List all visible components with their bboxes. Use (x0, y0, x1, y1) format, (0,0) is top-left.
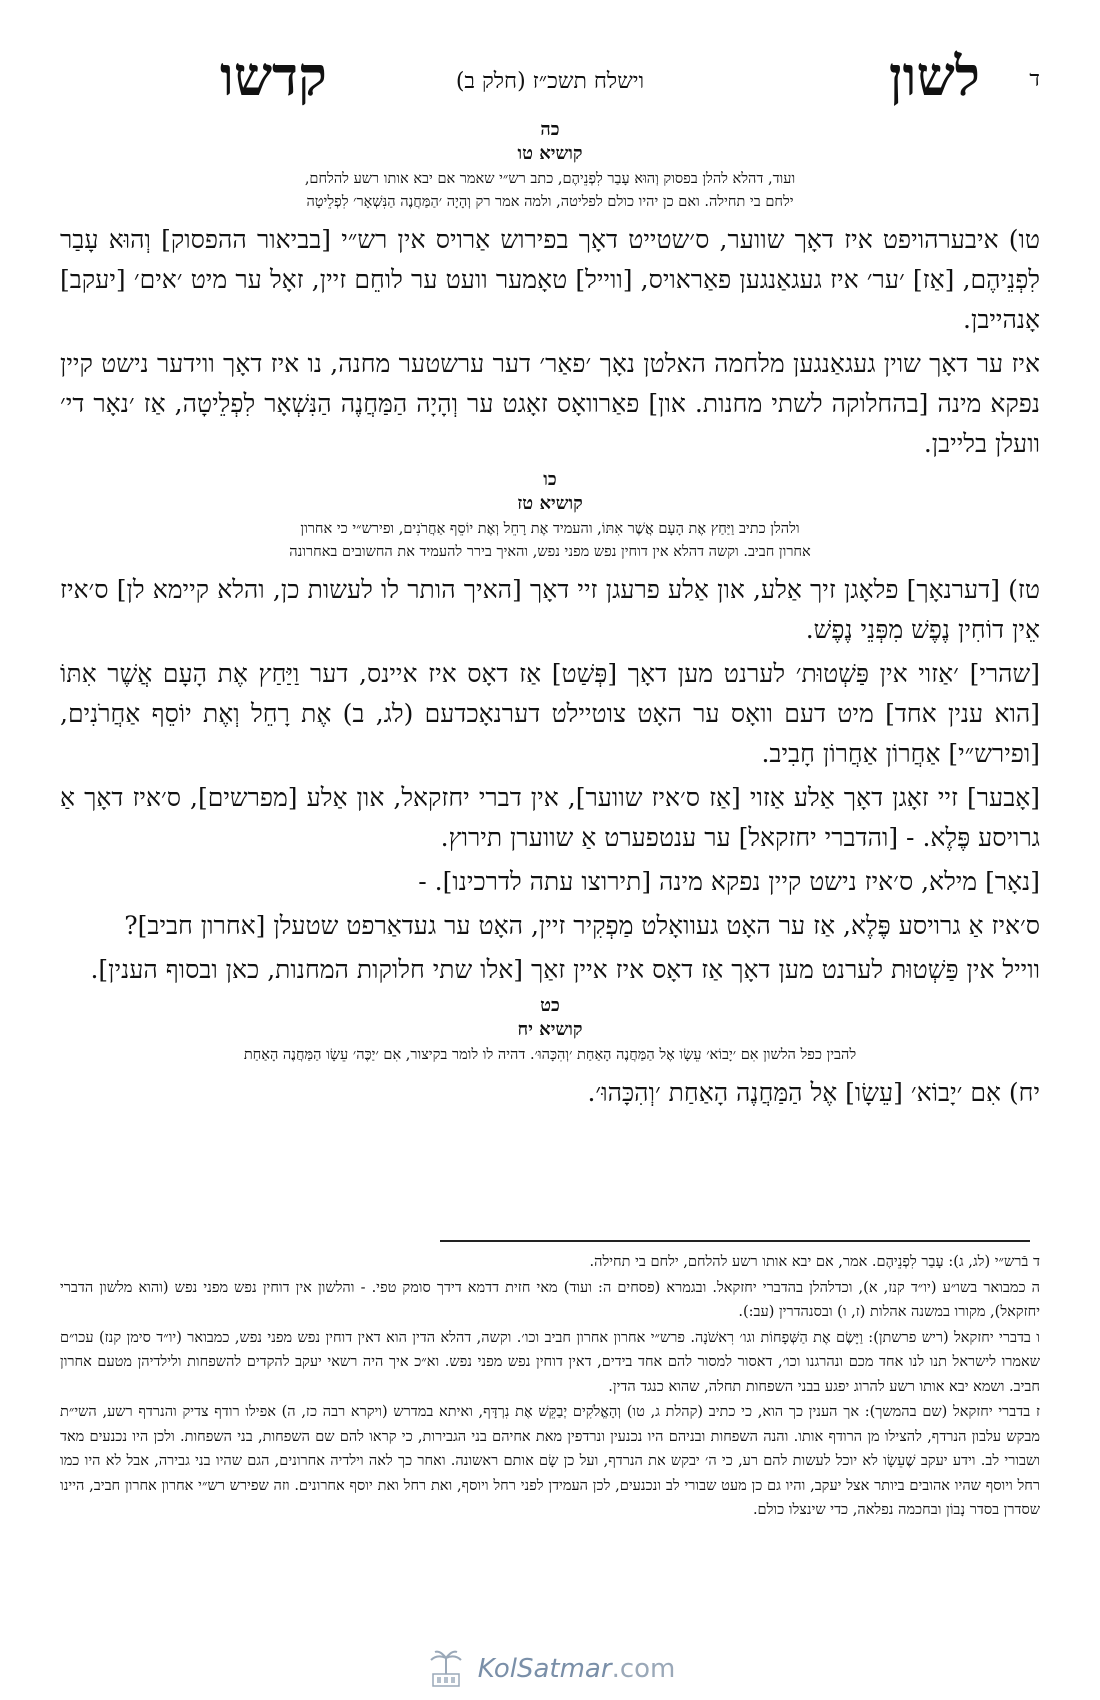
quote-block (60, 1044, 1040, 1067)
kushya-heading: קושיא טז (517, 493, 583, 514)
paragraph: טז) [דערנאָך] פלאָגן זיך אַלע, און אַלע פרעגן זיי דאָך [האיך הותר לו לעשות כן, והלא קיימא לן] ס׳איז אֵין דוֹחִין נֶפֶשׁ מִפְּנֵי נֶפֶשׁ. (60, 575, 1040, 644)
footnote: ו בדברי יחזקאל (ריש פרשתן): וַיָּשֶׂם אֶת הַשְּׁפָחוֹת וגו׳ רִאשֹׁנָה. פרש״י אחרון אחרון חביב וכו׳. וקשה, דהלא הדין הוא דאין דוחין נפש מפני נפש, כמבואר (יו״ד סימן קנז) עכו״ם שאמרו לישראל תנו לנו אחד מכם ונהרגנו וכו׳, דאסור למסור להם אחד בידים, דאין דוחין נפש מפני נפש. וא״כ איך היה רשאי יעקב להקדים להשפחות ולילדיהן מטעם אחרון חביב. ושמא יבא אותו רשע להרוג יפגע בבני השפחות תחלה, שהוא כנגד הדין. (60, 1329, 1040, 1395)
section (60, 994, 1040, 1113)
title-word-left: קדשו (220, 44, 327, 108)
paragraph: ווייל אין פַּשְׁטוּת לערנט מען דאָך אַז דאָס איז איין זאַך [אלו שתי חלוקות המחנות, כאן ובסוף הענין]. (90, 955, 1040, 984)
paragraph: [אָבער] זיי זאָגן דאָך אַלע אַזוי [אַז ס׳איז שווער], אין דברי יחזקאל, און אַלע [מפרשים], ס׳איז דאָך אַ גרויסע פֶּלֶא. - [והדברי יחזקאל] ער ענטפערט אַ שווערן תירוץ. (60, 783, 1040, 852)
quote-line: אחרון חביב. וקשה דהלא אין דוחין נפש מפני נפש, והאיך בירר להעמיד את החשובים באחרונה (289, 544, 811, 560)
kushya-heading: קושיא יח (517, 1019, 583, 1040)
watermark-brand: KolSatmar.com (477, 1654, 676, 1684)
quote-line: ולהלן כתיב וַיַּחַץ אֶת הָעָם אֲשֶׁר אִתּוֹ, והעמיד אֶת רָחֵל וְאֶת יוֹסֵף אַחֲרֹנִים, ופירש״י כי אחרון (300, 521, 800, 537)
paragraph: איז ער דאָך שוין געגאַנגען מלחמה האלטן נאָך ׳פאַר׳ דער ערשטער מחנה, נו איז דאָך ווידער נישט קיין נפקא מינה [בהחלוקה לשתי מחנות. און] פאַרוואָס זאָגט ער וְהָיָה הַמַּחֲנֶה הַנִּשְׁאָר לִפְלֵיטָה, אַז ׳נאָר די׳ וועלן בלייבן. (60, 349, 1040, 458)
paragraph: ס׳איז אַ גרויסע פֶּלֶא, אַז ער האָט געוואָלט מַפְקִיר זיין, האָט ער געדאַרפט שטעלן [אחרון חביב]? (124, 911, 1040, 940)
quote-line: להבין כפל הלשון אִם ׳יָבוֹא׳ עֵשָׂו אֶל הַמַּחֲנֶה הָאַחַת ׳וְהִכָּהוּ׳. דהיה לו לומר בקיצור, אִם ׳יַכֶּה׳ עֵשָׂו הַמַּחֲנֶה הָאַחַת (243, 1047, 857, 1063)
parsha-label: וישלח תשכ״ז (חלק ב) (455, 69, 645, 94)
quote-block (60, 168, 1040, 214)
main-text (60, 118, 1040, 1117)
section-number: כו (543, 469, 557, 490)
section (60, 118, 1040, 464)
watermark (0, 1648, 1100, 1690)
palm-tree-building-icon (425, 1648, 467, 1690)
page-header (60, 40, 1040, 110)
paragraph: טו) איבערהויפט איז דאָך שווער, ס׳שטייט דאָך בפירוש אַרויס אין רש״י [בביאור ההפסוק] וְהוּא עָבַר לִפְנֵיהֶם, [אַז] ׳ער׳ איז געגאַנגען פאַראויס, [ווייל] טאָמער וועט ער לוחֵם זיין, זאָל ער מיט ׳אים׳ [יעקב] אָנהייבן. (60, 225, 1040, 334)
footnote: ה כמבואר בשו״ע (יו״ד קנז, א), וכדלהלן בהדברי יחזקאל. ובגמרא (פסחים ה: ועוד) מאי חזית דדמא דידך סומק טפי. - והלשון אין דוחין נפש מפני נפש (והוא מלשון הדברי יחזקאל), מקורו במשנה אהלות (ז, ו) ובסנהדרין (עב:). (60, 1279, 1040, 1320)
paragraph: [נאָר] מילא, ס׳איז נישט קיין נפקא מינה [תירוצו עתה לדרכינו]. - (418, 867, 1040, 896)
paragraph: [שהרי] ׳אַזוי אין פַּשְׁטוּת׳ לערנט מען דאָך [פְּשַׁט] אַז דאָס איז איינס, דער וַיַּחַץ אֶת הָעָם אֲשֶׁר אִתּוֹ [הוא ענין אחד] מיט דעם וואָס ער האָט צוטיילט דערנאָכדעם (לג, ב) אֶת רָחֵל וְאֶת יוֹסֵף אַחֲרֹנִים, [ופירש״י] אַחֲרוֹן אַחֲרוֹן חָבִיב. (60, 659, 1040, 768)
title-word-right: לשון (888, 44, 980, 108)
kushya-heading: קושיא טו (517, 143, 583, 164)
footnote-divider (440, 1240, 1030, 1242)
footnote: ז בדברי יחזקאל (שם בהמשך): אך הענין כך הוא, כי כתיב (קהלת ג, טו) וְהָאֱלֹקִים יְבַקֵּשׁ אֶת נִרְדָּף, ואיתא במדרש (ויקרא רבה כז, ה) אפילו רודף צדיק והנרדף רשע, השי״ת מבקש עלבון הנרדף, להצילו מן הרודף אותו. והנה השפחות ובניהם היו נכנעין ונרדפין מאת אחיהם בני הגבירות, כי קראו להם שם השפחות, בני השפחות. ולכן היו נכנעים מאד ושבורי לב. וידע יעקב שֶׁעֵשָׂו לא יוכל לעשות להם רע, כי ה׳ יבקש את הנרדף, ועל כן שָׂם אותם ראשונה. ואחר כך לאה וילדיה אחרונים, הגם שהיו בני גבירה, אבל לא היו כמו רחל ויוסף שהיו אהובים ביותר אצל יעקב, והיו גם כן מעט שבורי לב ונכנעים, לכן העמידן לפני רחל ויוסף, ואת רחל ואת יוסף אחרונים. וזה שפירש רש״י אחרון אחרון חביב, היינו שסדרן בסדר נָבוֹן ובחכמה נפלאה, כדי שינצלו כולם. (60, 1404, 1040, 1518)
section-number: כט (540, 995, 560, 1016)
paragraph: יח) אִם ׳יָבוֹא׳ [עֵשָׂו] אֶל הַמַּחֲנֶה הָאַחַת ׳וְהִכָּהוּ׳. (587, 1078, 1040, 1107)
page-number: ד (1029, 67, 1040, 92)
section (60, 468, 1040, 990)
quote-line: ילחם בי תחילה. ואם כן יהיו כולם לפליטה, ולמה אמר רק וְהָיָה ׳הַמַּחֲנֶה הַנִּשְׁאָר׳ לִפְלֵיטָה (306, 194, 794, 210)
quote-line: ועוד, דהלא להלן בפסוק וְהוּא עָבַר לִפְנֵיהֶם, כתב רש״י שאמר אם יבא אותו רשע להלחם, (304, 171, 796, 187)
section-number: כה (540, 119, 560, 140)
quote-block (60, 518, 1040, 564)
footnote: ד בֿרש״י (לג, ג): עָבַר לִפְנֵיהֶם. אמר, אם יבא אותו רשע להלחם, ילחם בי תחילה. (589, 1254, 1040, 1270)
footnotes (60, 1250, 1040, 1524)
